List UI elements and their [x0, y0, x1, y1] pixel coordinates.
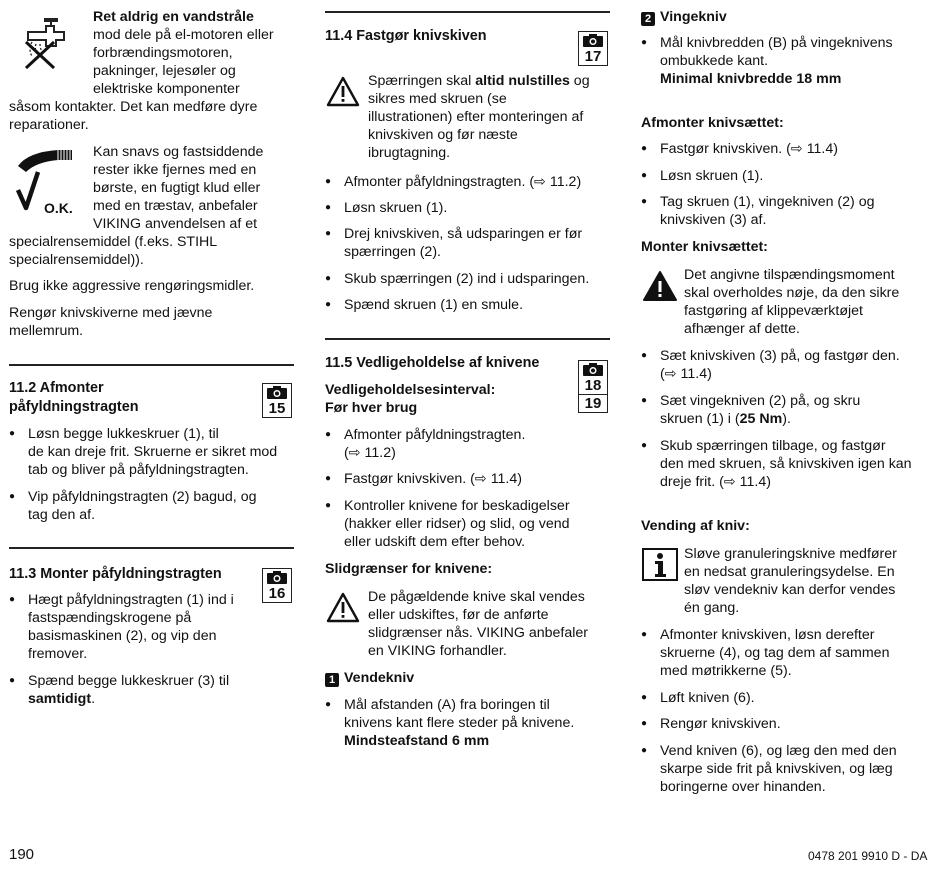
warning-text-line: ibrugtagning. — [368, 145, 451, 161]
list-item-line — [660, 410, 950, 428]
text: Spærringen skal — [368, 73, 476, 89]
list-item-line: spærringen (2). — [344, 244, 441, 260]
list-item-line: Minimal knivbredde 18 mm — [660, 71, 842, 87]
wear-warning-line: en VIKING forhandler. — [368, 643, 507, 659]
list-item-line: (⇨ 11.2) — [344, 445, 396, 461]
document-number: 0478 201 9910 D - DA — [808, 849, 928, 863]
list-item-line: (hakker eller ridser) og slid, og vend — [344, 516, 570, 532]
water-line: elektriske komponenter — [93, 81, 240, 97]
list-item — [641, 715, 950, 733]
brush-line: børste, en fugtigt klud eller — [93, 180, 261, 196]
list-item-line: dreje frit. (⇨ 11.4) — [660, 474, 771, 490]
list-item-line: ● Løft kniven (6). — [660, 690, 755, 706]
list-item-line: fremover. — [28, 646, 88, 662]
list-item-line: ● Drej knivskiven, så udsparingen er før — [344, 226, 583, 242]
water-line: forbrændingsmotoren, — [93, 45, 233, 61]
list-item-line: ● Løsn skruen (1). — [660, 168, 764, 184]
info-line: én gang. — [684, 600, 740, 616]
page-number: 190 — [9, 846, 35, 863]
list-item-line: ● Afmonter påfyldningstragten. (⇨ 11.2) — [344, 174, 582, 190]
bold-text: 25 Nm — [739, 411, 783, 427]
list-item-line: ● Spænd skruen (1) en smule. — [344, 297, 524, 313]
figure-ref-17 — [578, 31, 608, 66]
interval-label: Vedligeholdelsesinterval: — [325, 382, 496, 398]
wear-warning-line: eller udskiftes, før de anførte — [368, 607, 549, 623]
warning-text-line: sikres med skruen (se — [368, 91, 507, 107]
list-item — [325, 270, 634, 288]
list-item-line: ● Afmonter knivskiven, løsn derefter — [660, 627, 875, 643]
warning-text-line: knivskiven og før næste — [368, 127, 518, 143]
mount-knife-set-title: Monter knivsættet: — [641, 239, 768, 255]
camera-icon — [583, 363, 603, 376]
no-aggressive-text: Brug ikke aggressive rengøringsmidler. — [9, 278, 255, 294]
list-item — [641, 689, 950, 707]
figure-number: 18 — [584, 377, 602, 394]
list-item-line: de kan dreje frit. Skruerne er sikret mod — [28, 444, 278, 460]
mount-warning-line: skal overholdes nøje, da den sikre — [684, 285, 900, 301]
interval-value: Før hver brug — [325, 400, 418, 416]
list-item-line: ● Løsn begge lukkeskruer (1), til — [28, 426, 219, 442]
figure-ref-18-19 — [578, 360, 608, 413]
section-11-5-title: 11.5 Vedligeholdelse af knivene — [325, 355, 540, 371]
list-item — [641, 193, 950, 229]
list-item-line: ● Kontroller knivene for beskadigelser — [344, 498, 570, 514]
brush-line: specialrensemiddel (f.eks. STIHL — [9, 234, 218, 250]
list-item-line: ● Fastgør knivskiven. (⇨ 11.4) — [660, 141, 838, 157]
list-item — [641, 34, 950, 88]
list-item — [641, 437, 950, 491]
list-item-line: ● Mål knivbredden (B) på vingeknivens — [660, 35, 893, 51]
list-item — [325, 199, 629, 217]
warning-icon — [326, 76, 360, 107]
list-item — [641, 140, 950, 158]
warning-text-line: illustrationen) efter monteringen af — [368, 109, 584, 125]
list-item — [641, 347, 950, 383]
list-item-line: den med skruen, så knivskiven igen kan — [660, 456, 912, 472]
section-11-2-title: 11.2 Afmonter — [9, 380, 104, 396]
list-item-line — [28, 690, 313, 708]
bold-text: samtidigt — [28, 691, 92, 707]
list-item-line: eller udskift dem efter behov. — [344, 534, 526, 550]
list-item-line: fastspændingskrogene på — [28, 610, 192, 626]
text: skruen (1) i ( — [660, 411, 740, 427]
list-item — [325, 696, 629, 750]
water-line: såsom kontakter. Det kan medføre dyre — [9, 99, 258, 115]
no-water-jet-icon — [14, 10, 74, 72]
reversible-knife-title — [325, 669, 414, 687]
list-item-line: tab og bliver på påfyldningstragten. — [28, 462, 249, 478]
list-item-line: ● Fastgør knivskiven. (⇨ 11.4) — [344, 471, 522, 487]
section-11-3-title: 11.3 Monter påfyldningstragten — [9, 566, 222, 582]
list-item-line: ● Løsn skruen (1). — [344, 200, 448, 216]
list-item-line: ● Skub spærringen (2) ind i udsparingen. — [344, 271, 590, 287]
list-item — [9, 591, 278, 663]
list-item — [641, 167, 950, 185]
info-line: en nedsat granuleringsydelse. En — [684, 564, 895, 580]
warning-text-line — [368, 72, 590, 90]
clean-line: mellemrum. — [9, 323, 84, 339]
list-item — [325, 497, 629, 551]
list-item — [325, 296, 629, 314]
list-item-line: ● Afmonter påfyldningstragten. — [344, 427, 526, 443]
list-item-line: ● Sæt knivskiven (3) på, og fastgør den. — [660, 348, 900, 364]
list-item — [325, 470, 629, 488]
text: ). — [782, 411, 791, 427]
list-item-line: knivens kant flere steder på knivene. — [344, 715, 575, 731]
list-item — [325, 426, 594, 462]
heading-text: Vendekniv — [344, 670, 415, 686]
figure-number: 16 — [268, 585, 286, 602]
brush-line: med en træstav, anbefaler — [93, 198, 258, 214]
info-line: Sløve granuleringsknive medfører — [684, 546, 897, 562]
turn-knife-title: Vending af kniv: — [641, 518, 750, 534]
water-line: pakninger, lejesøler og — [93, 63, 236, 79]
text: og — [569, 73, 590, 89]
section-rule — [9, 547, 294, 549]
punctuation: . — [91, 691, 96, 707]
wear-warning-line: slidgrænser nås. VIKING anbefaler — [368, 625, 589, 641]
list-item — [325, 173, 629, 191]
list-item — [9, 488, 313, 524]
mount-warning-line: afhænger af dette. — [684, 321, 800, 337]
list-item-line: ● Vend kniven (6), og læg den med den — [660, 743, 897, 759]
remove-knife-set-title: Afmonter knivsættet: — [641, 115, 784, 131]
warning-filled-icon — [642, 270, 678, 302]
list-item-line: (⇨ 11.4) — [660, 366, 712, 382]
list-item-line: ombukkede kant. — [660, 53, 769, 69]
camera-icon — [267, 386, 287, 399]
list-item — [641, 742, 950, 796]
list-item-line: ● Sæt vingekniven (2) på, og skru — [660, 393, 861, 409]
list-item-line: tag den af. — [28, 507, 96, 523]
bold-text: altid nulstilles — [475, 73, 570, 89]
warning-icon — [326, 592, 360, 623]
brush-line: rester ikke fjernes med en — [93, 162, 257, 178]
section-rule — [325, 11, 610, 13]
figure-ref-15 — [262, 383, 292, 418]
clean-line: Rengør knivskiverne med jævne — [9, 305, 213, 321]
figure-number: 19 — [579, 394, 607, 412]
number-badge: 2 — [641, 12, 655, 26]
list-item — [9, 672, 313, 708]
section-11-2-title: påfyldningstragten — [9, 399, 139, 415]
heading-text: Vingekniv — [660, 9, 727, 25]
number-badge: 1 — [325, 673, 339, 687]
wear-warning-line: De pågældende knive skal vendes — [368, 589, 585, 605]
list-item-line: Mindsteafstand 6 mm — [344, 733, 490, 749]
list-item-line: basismaskinen (2), og vip den — [28, 628, 217, 644]
ok-label: O.K. — [44, 200, 73, 216]
figure-number: 15 — [268, 400, 286, 417]
list-item-line: boringerne over hinanden. — [660, 779, 826, 795]
info-icon — [642, 548, 678, 581]
water-line: mod dele på el-motoren eller — [93, 27, 274, 43]
water-line: reparationer. — [9, 117, 89, 133]
mount-warning-line: fastgøring af klippeværktøjet — [684, 303, 863, 319]
info-line: sløv vendekniv kan derfor vendes — [684, 582, 896, 598]
wear-limits-title: Slidgrænser for knivene: — [325, 561, 493, 577]
list-item — [641, 392, 950, 428]
wing-knife-title — [641, 8, 727, 26]
list-item-line: ● Spænd begge lukkeskruer (3) til — [28, 673, 230, 689]
list-item-line: ● Tag skruen (1), vingekniven (2) og — [660, 194, 875, 210]
list-item-line: ● Mål afstanden (A) fra boringen til — [344, 697, 550, 713]
list-item-line: ● Skub spærringen tilbage, og fastgør — [660, 438, 886, 454]
list-item-line: skarpe side frit på knivskiven, og læg — [660, 761, 893, 777]
list-item-line: ● Rengør knivskiven. — [660, 716, 781, 732]
list-item — [325, 225, 629, 261]
mount-warning-line: Det angivne tilspændingsmoment — [684, 267, 895, 283]
brush-line: Kan snavs og fastsiddende — [93, 144, 264, 160]
water-warning-bold: Ret aldrig en vandstråle — [93, 9, 254, 25]
camera-icon — [267, 571, 287, 584]
section-rule — [325, 338, 610, 340]
list-item-line: ● Vip påfyldningstragten (2) bagud, og — [28, 489, 257, 505]
list-item-line: ● Hægt påfyldningstragten (1) ind i — [28, 592, 234, 608]
list-item — [9, 425, 313, 479]
section-rule — [9, 364, 294, 366]
figure-number: 17 — [584, 48, 602, 65]
brush-line: specialrensemiddel)). — [9, 252, 144, 268]
camera-icon — [583, 34, 603, 47]
list-item-line: med møtrikkerne (5). — [660, 663, 792, 679]
list-item-line: skruerne (4), og tag dem af sammen — [660, 645, 890, 661]
list-item-line: knivskiven (3) af. — [660, 212, 767, 228]
list-item — [641, 626, 950, 680]
section-11-4-title: 11.4 Fastgør knivskiven — [325, 28, 487, 44]
brush-line: VIKING anvendelsen af et — [93, 216, 258, 232]
